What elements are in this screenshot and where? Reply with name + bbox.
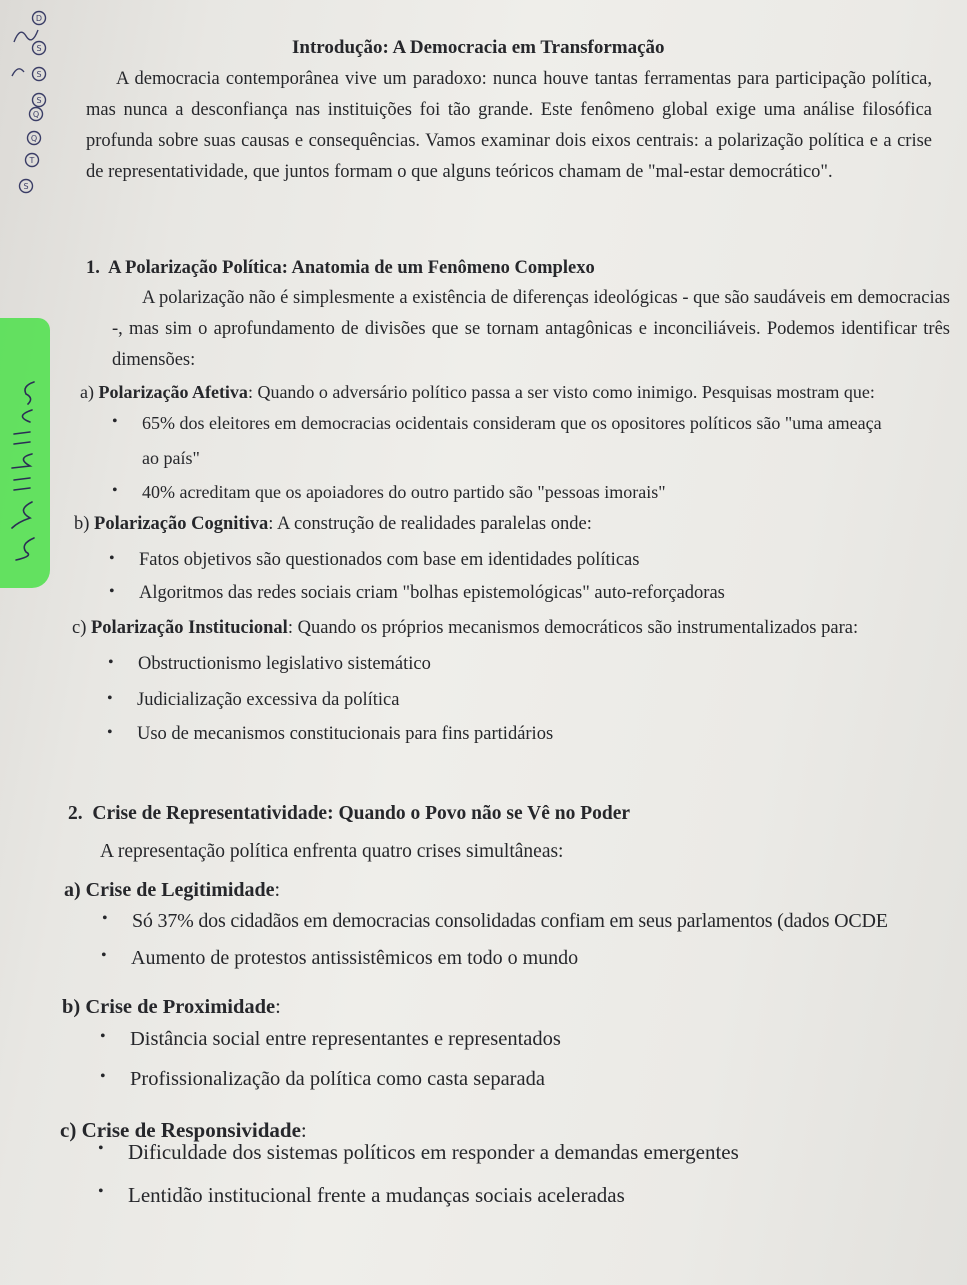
bullet-2a-1: • Só 37% dos cidadãos em democracias consolidadas confiam em seus parlamentos (dados OCDE [132, 909, 888, 934]
subsection-1b-desc: : A construção de realidades paralelas onde: [268, 514, 592, 534]
subsection-1a-label: a) [80, 382, 94, 402]
circled-letter-5: Q [32, 110, 40, 119]
circled-letter-2: S [36, 44, 42, 53]
subsection-2a-heading: a) Crise de Legitimidade [64, 879, 275, 901]
subsection-2c-colon: : [300, 1118, 307, 1142]
subsection-2c-heading: c) Crise de Responsividade [60, 1118, 301, 1142]
subsection-2a-colon: : [274, 879, 281, 901]
subsection-1c-desc: : Quando os próprios mecanismos democráticos são instrumentalizados para: [287, 618, 859, 638]
circled-letter-7: T [29, 156, 35, 165]
document-title: Introdução: A Democracia em Transformação [292, 37, 665, 58]
bullet-1b-1: • Fatos objetivos são questionados com base em identidades políticas [139, 549, 639, 572]
circled-letter-1: D [35, 14, 43, 23]
subsection-2b-heading: b) Crise de Proximidade [62, 996, 276, 1018]
margin-circled-letters [8, 6, 48, 206]
circled-letter-6: Q [30, 134, 38, 143]
section-1-intro: A polarização não é simplesmente a existência de diferenças ideológicas - que são saudáveis em democracias -, mas sim o aprofundamento de divisões que se tornam antagônicas e inconciliáveis. Podemos identificar três dimensões: [112, 288, 951, 370]
circled-letter-3: S [36, 70, 42, 79]
subsection-1c [72, 617, 858, 640]
bullet-2c-1: • Dificuldade dos sistemas políticos em responder a demandas emergentes [128, 1139, 739, 1165]
section-2-title: Crise de Representatividade: Quando o Povo não se Vê no Poder [92, 803, 631, 824]
subsection-1a-term: Polarização Afetiva [98, 382, 248, 402]
section-2-number: 2. [68, 803, 83, 824]
bullet-2b-1: • Distância social entre representantes e representados [130, 1027, 561, 1053]
section-1-title: A Polarização Política: Anatomia de um Fenômeno Complexo [108, 258, 595, 278]
circled-letter-8: S [23, 182, 29, 191]
subsection-1a [80, 381, 875, 404]
bullet-1c-3: • Uso de mecanismos constitucionais para fins partidários [137, 723, 553, 746]
section-2-intro: A representação política enfrenta quatro crises simultâneas: [100, 841, 564, 862]
intro-paragraph: A democracia contemporânea vive um paradoxo: nunca houve tantas ferramentas para participação política, mas nunca a desconfiança nas instituições foi tão grande. Este fenômeno global exige uma análise filosófica profunda sobre suas causas e consequências. Vamos examinar dois eixos centrais: a polarização política e a crise de representatividade, que juntos formam o que alguns teóricos chamam de "mal-estar democrático". [86, 69, 932, 182]
subsection-2a [64, 878, 280, 903]
bullet-1a-1-line1: • 65% dos eleitores em democracias ocidentais consideram que os opositores políticos são "uma ameaça [142, 412, 882, 435]
section-1-number: 1. [86, 258, 100, 278]
margin-handwriting [4, 380, 44, 580]
bullet-2a-2: • Aumento de protestos antissistêmicos em todo o mundo [131, 946, 578, 971]
subsection-1b [74, 513, 592, 536]
bullet-2b-2: • Profissionalização da política como casta separada [130, 1067, 545, 1093]
bullet-1a-1-line2: ao país" [142, 448, 200, 468]
bullet-1b-2: • Algoritmos das redes sociais criam "bolhas epistemológicas" auto-reforçadoras [139, 582, 725, 605]
bullet-2c-2: • Lentidão institucional frente a mudanças sociais aceleradas [128, 1182, 625, 1208]
subsection-2b [62, 995, 281, 1021]
subsection-1c-label: c) [72, 618, 87, 638]
section-2-heading [68, 802, 630, 826]
subsection-1b-label: b) [74, 514, 90, 534]
circled-letter-4: S [36, 96, 42, 105]
subsection-1a-desc: : Quando o adversário político passa a ser visto como inimigo. Pesquisas mostram que: [247, 382, 875, 402]
subsection-1b-term: Polarização Cognitiva [94, 514, 269, 534]
bullet-1c-1: • Obstructionismo legislativo sistemático [138, 653, 431, 676]
bullet-1c-2: • Judicialização excessiva da política [137, 689, 399, 712]
subsection-2b-colon: : [275, 996, 281, 1018]
subsection-1c-term: Polarização Institucional [91, 618, 288, 638]
bullet-1a-2: • 40% acreditam que os apoiadores do outro partido são "pessoas imorais" [142, 481, 666, 504]
section-1-heading [86, 257, 595, 280]
